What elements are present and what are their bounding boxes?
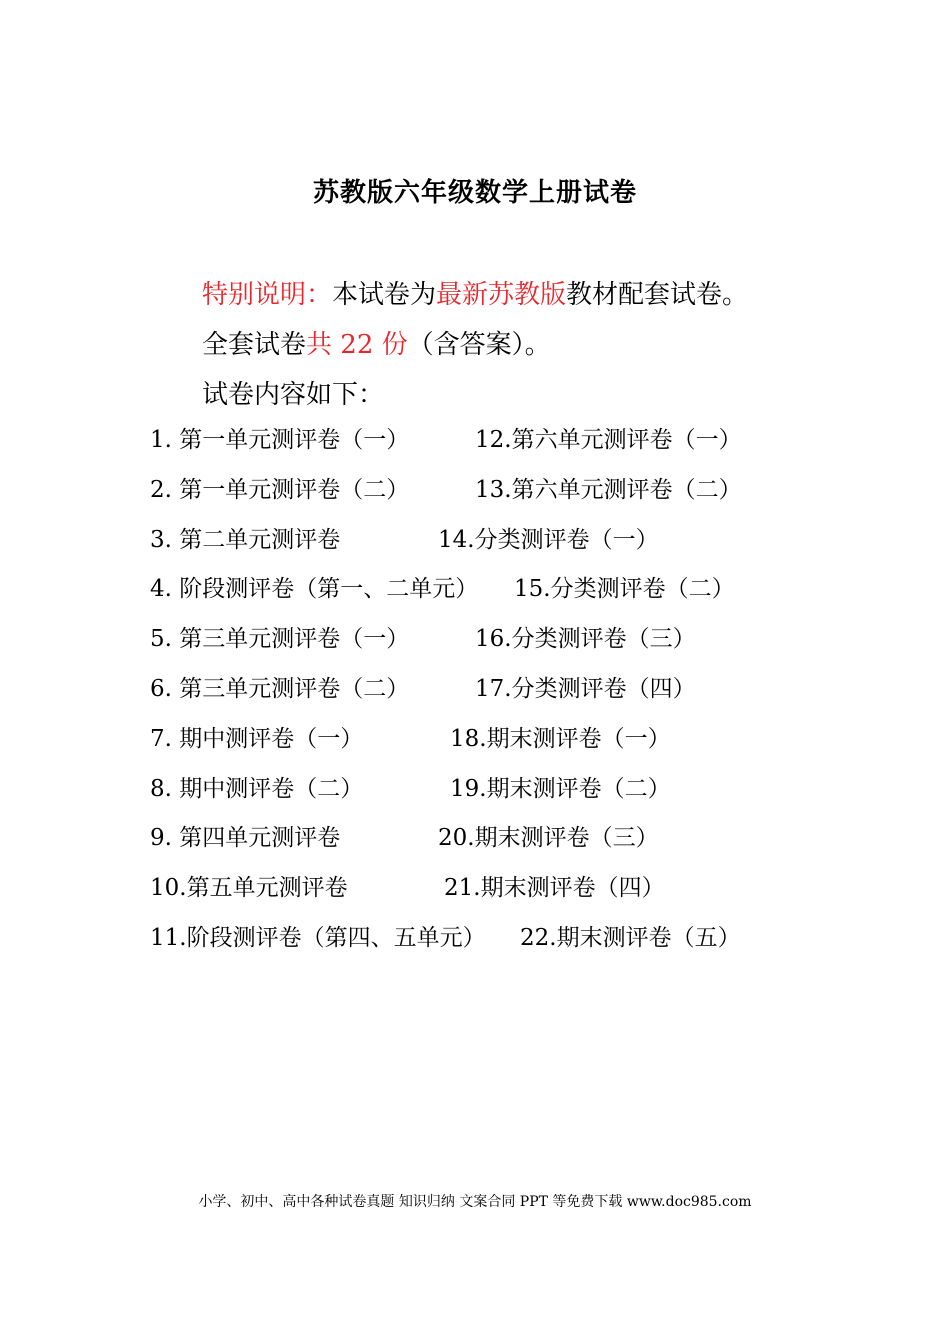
- list-item-right: 22.期末测评卷（五）: [520, 924, 741, 951]
- list-item-right: 20.期末测评卷（三）: [438, 825, 659, 852]
- list-item-right: 13.第六单元测评卷（二）: [475, 476, 742, 503]
- list-item: [150, 770, 850, 820]
- set-count-line: [202, 324, 551, 361]
- list-item-right: 17.分类测评卷（四）: [475, 675, 696, 702]
- list-item-right: 18.期末测评卷（一）: [450, 725, 671, 752]
- list-item-left: 3. 第二单元测评卷: [150, 526, 341, 553]
- list-item: [150, 421, 850, 471]
- list-item-left: 9. 第四单元测评卷: [150, 825, 341, 852]
- note-highlight-edition: 最新苏教版: [436, 280, 567, 310]
- list-item-right: 19.期末测评卷（二）: [450, 775, 671, 802]
- list-item-left: 4. 阶段测评卷（第一、二单元）: [150, 576, 479, 603]
- list-item-left: 11.阶段测评卷（第四、五单元）: [150, 924, 486, 951]
- list-item-right: 15.分类测评卷（二）: [514, 576, 735, 603]
- contents-heading: 试卷内容如下：: [202, 380, 385, 410]
- list-item-right: 21.期末测评卷（四）: [444, 875, 665, 902]
- list-item: [150, 620, 850, 670]
- special-note-label: 特别说明：: [202, 280, 333, 310]
- list-item: [150, 471, 850, 521]
- list-item-left: 10.第五单元测评卷: [150, 875, 348, 902]
- note-text: 教材配套试卷。: [566, 280, 749, 310]
- note-text: 全套试卷: [202, 330, 307, 360]
- list-item-right: 16.分类测评卷（三）: [475, 626, 696, 653]
- list-item: [150, 720, 850, 770]
- contents-list: [150, 421, 850, 969]
- document-title: 苏教版六年级数学上册试卷: [312, 178, 637, 208]
- special-note-line: [202, 274, 748, 311]
- list-item: [150, 570, 850, 620]
- list-item: [150, 670, 850, 720]
- list-item: [150, 919, 850, 969]
- list-item: [150, 869, 850, 919]
- list-item-right: 12.第六单元测评卷（一）: [475, 427, 742, 453]
- list-item-left: 6. 第三单元测评卷（二）: [150, 675, 410, 702]
- list-item-left: 5. 第三单元测评卷（一）: [150, 626, 410, 653]
- note-text: （含答案）。: [407, 330, 551, 360]
- list-item: [150, 819, 850, 869]
- note-text: 本试卷为: [332, 280, 437, 310]
- list-item-left: 1. 第一单元测评卷（一）: [150, 427, 410, 453]
- list-item-right: 14.分类测评卷（一）: [438, 526, 659, 553]
- list-item-left: 7. 期中测评卷（一）: [150, 725, 364, 752]
- list-item-left: 2. 第一单元测评卷（二）: [150, 476, 410, 503]
- footer-text: 小学、初中、高中各种试卷真题 知识归纳 文案合同 PPT 等免费下载 www.doc985.com: [198, 1194, 752, 1210]
- list-item: [150, 521, 850, 571]
- note-highlight-count: 共 22 份: [306, 330, 408, 360]
- list-item-left: 8. 期中测评卷（二）: [150, 775, 364, 802]
